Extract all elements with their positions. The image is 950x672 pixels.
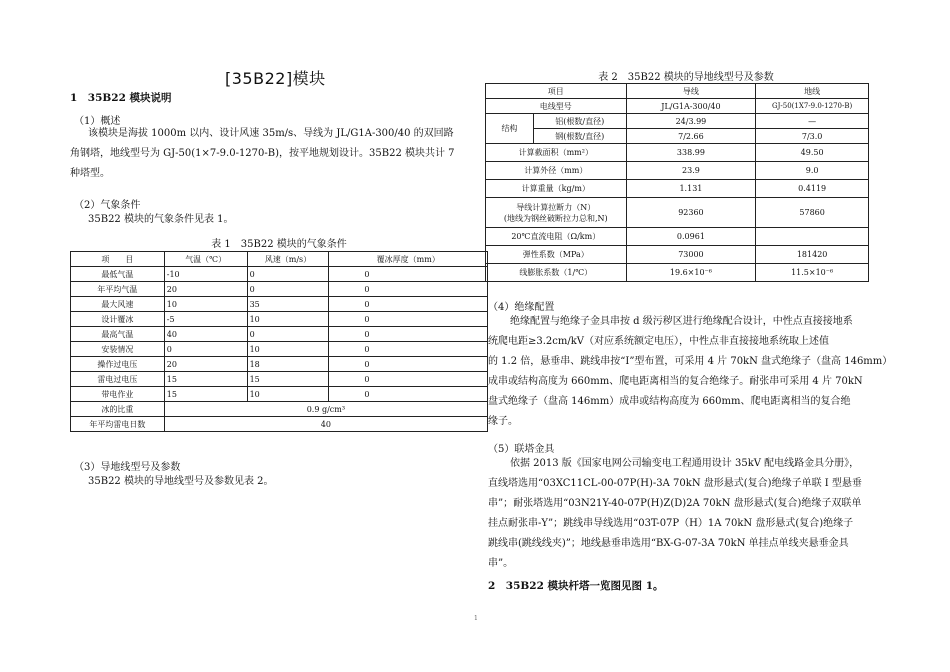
table-cell: 1.131 (626, 180, 756, 198)
table-row (486, 198, 869, 228)
table-cell: 0 (329, 312, 488, 327)
table-cell: 15 (164, 387, 247, 402)
table-cell: 35 (247, 297, 329, 312)
table-cell: 最低气温 (71, 267, 165, 282)
table-cell: 0 (164, 342, 247, 357)
insulation-line-2: 统爬电距≥3.2cm/kV（对应系统额定电压），中性点非直接接地系统取上述值 (488, 336, 830, 347)
table-row (71, 357, 488, 372)
table-cell: 20 (164, 282, 247, 297)
table-cell: 20℃直流电阻（Ω/km） (486, 228, 627, 246)
insulation-title: （4）绝缘配置 (488, 302, 555, 313)
table-cell: 181420 (756, 246, 869, 264)
table-row (486, 129, 869, 144)
table-header-row (486, 84, 869, 99)
fittings-line-3: 串”；耐张塔选用“03N21Y-40-07P(H)Z(D)2A 70kN 盘形悬式(复合)绝缘子双联单 (488, 498, 862, 509)
table-cell: 带电作业 (71, 387, 165, 402)
table-cell: 15 (164, 372, 247, 387)
table-cell: — (756, 114, 869, 129)
table-cell: 10 (164, 297, 247, 312)
fittings-line-4: 挂点耐张串-Y”；跳线串导线选用“03T-07P（H）1A 70kN 盘形悬式(复合)绝缘子 (488, 518, 854, 529)
weather-title: （2）气象条件 (74, 200, 141, 211)
insulation-line-6: 缘子。 (488, 416, 518, 427)
table-cell: 操作过电压 (71, 357, 165, 372)
table-cell: 10 (247, 387, 329, 402)
table-cell: 7/3.0 (756, 129, 869, 144)
table-cell: 0 (329, 297, 488, 312)
table-cell: 钢(根数/直径) (533, 129, 626, 144)
table-cell: 9.0 (756, 162, 869, 180)
overview-title: （1）概述 (74, 116, 121, 127)
table-cell: -10 (164, 267, 247, 282)
table-cell (756, 228, 869, 246)
table-cell: 0 (329, 342, 488, 357)
table-cell: 0 (329, 282, 488, 297)
table-header-cell: 覆冰厚度（mm） (329, 252, 488, 267)
table-cell: 计算重量（kg/m） (486, 180, 627, 198)
conductor-title: （3）导地线型号及参数 (74, 462, 181, 473)
page-title: [35B22]模块 (225, 69, 326, 88)
fittings-line-6: 串”。 (488, 558, 514, 569)
table-row (71, 417, 488, 432)
table-cell: 年平均气温 (71, 282, 165, 297)
table-cell: 最大风速 (71, 297, 165, 312)
table-cell: 计算外径（mm） (486, 162, 627, 180)
section-1-heading: 1 35B22 模块说明 (70, 92, 172, 104)
section-2-heading: 2 35B22 模块杆塔一览图见图 1。 (488, 580, 664, 592)
table-header-cell: 气温（℃） (164, 252, 247, 267)
table-header-cell: 项目 (486, 84, 627, 99)
table-cell: 0.9 g/cm³ (164, 402, 487, 417)
table-cell: 338.99 (626, 144, 756, 162)
table-cell: 40 (164, 417, 487, 432)
table-cell: 24/3.99 (626, 114, 756, 129)
table-cell: 10 (247, 342, 329, 357)
table-cell: 安装情况 (71, 342, 165, 357)
table-cell: 电线型号 (486, 99, 627, 114)
table-cell: 铝(根数/直径) (533, 114, 626, 129)
table-cell: 冰的比重 (71, 402, 165, 417)
table-row (71, 402, 488, 417)
table-cell: 7/2.66 (626, 129, 756, 144)
fittings-line-2: 直线塔选用“03XC11CL-00-07P(H)-3A 70kN 盘形悬式(复合)绝缘子单联 I 型悬垂 (488, 478, 862, 489)
table-cell: 73000 (626, 246, 756, 264)
tension-label-line-1: 导线计算拉断力（N） (516, 202, 596, 212)
table-cell: 92360 (626, 198, 756, 228)
table-row (71, 372, 488, 387)
fittings-line-1: 依据 2013 版《国家电网公司输变电工程通用设计 35kV 配电线路金具分册》， (510, 458, 860, 469)
table-row (71, 342, 488, 357)
table-cell: 19.6×10⁻⁶ (626, 264, 756, 282)
table-row (486, 246, 869, 264)
table-row (486, 144, 869, 162)
table-cell: 0 (247, 282, 329, 297)
table-cell: JL/G1A-300/40 (626, 99, 756, 114)
tension-label-line-2: (地线为钢丝破断拉力总和,N) (503, 213, 608, 223)
table-cell: 20 (164, 357, 247, 372)
table-header-cell: 地线 (756, 84, 869, 99)
weather-text: 35B22 模块的气象条件见表 1。 (88, 214, 234, 225)
table-cell: -5 (164, 312, 247, 327)
fittings-line-5: 跳线串(跳线线夹)”；地线悬垂串选用“BX-G-07-3A 70kN 单挂点单线夹悬垂金具 (488, 538, 849, 549)
table-row (71, 387, 488, 402)
insulation-line-5: 盘式绝缘子（盘高 146mm）成串或结构高度为 660mm、爬电距离相当的复合绝 (488, 396, 851, 407)
table-cell: 结构 (486, 114, 534, 144)
table-row (71, 282, 488, 297)
table-cell (486, 198, 627, 228)
overview-line-3: 种塔型。 (70, 168, 110, 179)
table-row (486, 99, 869, 114)
table-row (486, 264, 869, 282)
table-cell: 10 (247, 312, 329, 327)
table-cell: 57860 (756, 198, 869, 228)
table-cell: 0 (329, 387, 488, 402)
table-row (486, 162, 869, 180)
table-cell: 年平均雷电日数 (71, 417, 165, 432)
page-number: 1 (474, 615, 478, 622)
table-row (486, 114, 869, 129)
table-cell: 18 (247, 357, 329, 372)
table-cell: 0 (247, 327, 329, 342)
table-cell: 23.9 (626, 162, 756, 180)
table-cell: 最高气温 (71, 327, 165, 342)
overview-line-2: 角钢塔，地线型号为 GJ-50(1×7-9.0-1270-B)，按平地规划设计。35B22 模块共计 7 (70, 148, 455, 159)
table-cell: 雷电过电压 (71, 372, 165, 387)
table-cell: 0 (329, 372, 488, 387)
table-cell: 40 (164, 327, 247, 342)
table-header-cell: 风速（m/s） (247, 252, 329, 267)
table-cell: 0.4119 (756, 180, 869, 198)
table1-caption: 表 1 35B22 模块的气象条件 (211, 239, 347, 250)
insulation-line-1: 绝缘配置与绝缘子金具串按 d 级污秽区进行绝缘配合设计，中性点直接接地系 (510, 316, 853, 327)
table-row (71, 267, 488, 282)
conductor-table (485, 83, 869, 282)
overview-line-1: 该模块是海拔 1000m 以内、设计风速 35m/s、导线为 JL/G1A-300/40 的双回路 (88, 128, 454, 139)
insulation-line-4: 成串或结构高度为 660mm、爬电距离相当的复合绝缘子。耐张串可采用 4 片 70kN (488, 376, 863, 387)
weather-table (70, 251, 488, 432)
table-header-cell: 导线 (626, 84, 756, 99)
table-cell: 11.5×10⁻⁶ (756, 264, 869, 282)
table-cell: 线膨胀系数（1/℃） (486, 264, 627, 282)
table-cell: 0 (329, 327, 488, 342)
table2-caption: 表 2 35B22 模块的导地线型号及参数 (598, 72, 774, 83)
table-cell: 弹性系数（MPa） (486, 246, 627, 264)
table-header-row (71, 252, 488, 267)
table-cell: 计算截面积（mm²） (486, 144, 627, 162)
table-row (486, 228, 869, 246)
table-cell: 0 (329, 357, 488, 372)
table-cell: 0.0961 (626, 228, 756, 246)
table-header-cell: 项 目 (71, 252, 165, 267)
fittings-title: （5）联塔金具 (488, 444, 555, 455)
insulation-line-3: 的 1.2 倍，悬垂串、跳线串按“I”型布置，可采用 4 片 70kN 盘式绝缘子（盘高 146mm） (488, 356, 893, 367)
table-row (71, 327, 488, 342)
table-cell: 0 (247, 267, 329, 282)
conductor-text: 35B22 模块的导地线型号及参数见表 2。 (88, 476, 274, 487)
table-row (71, 297, 488, 312)
table-row (71, 312, 488, 327)
table-cell: 49.50 (756, 144, 869, 162)
table-cell: 设计覆冰 (71, 312, 165, 327)
table-row (486, 180, 869, 198)
table-cell: 15 (247, 372, 329, 387)
table-cell: GJ-50(1X7-9.0-1270-B) (756, 99, 869, 114)
table-cell: 0 (329, 267, 488, 282)
